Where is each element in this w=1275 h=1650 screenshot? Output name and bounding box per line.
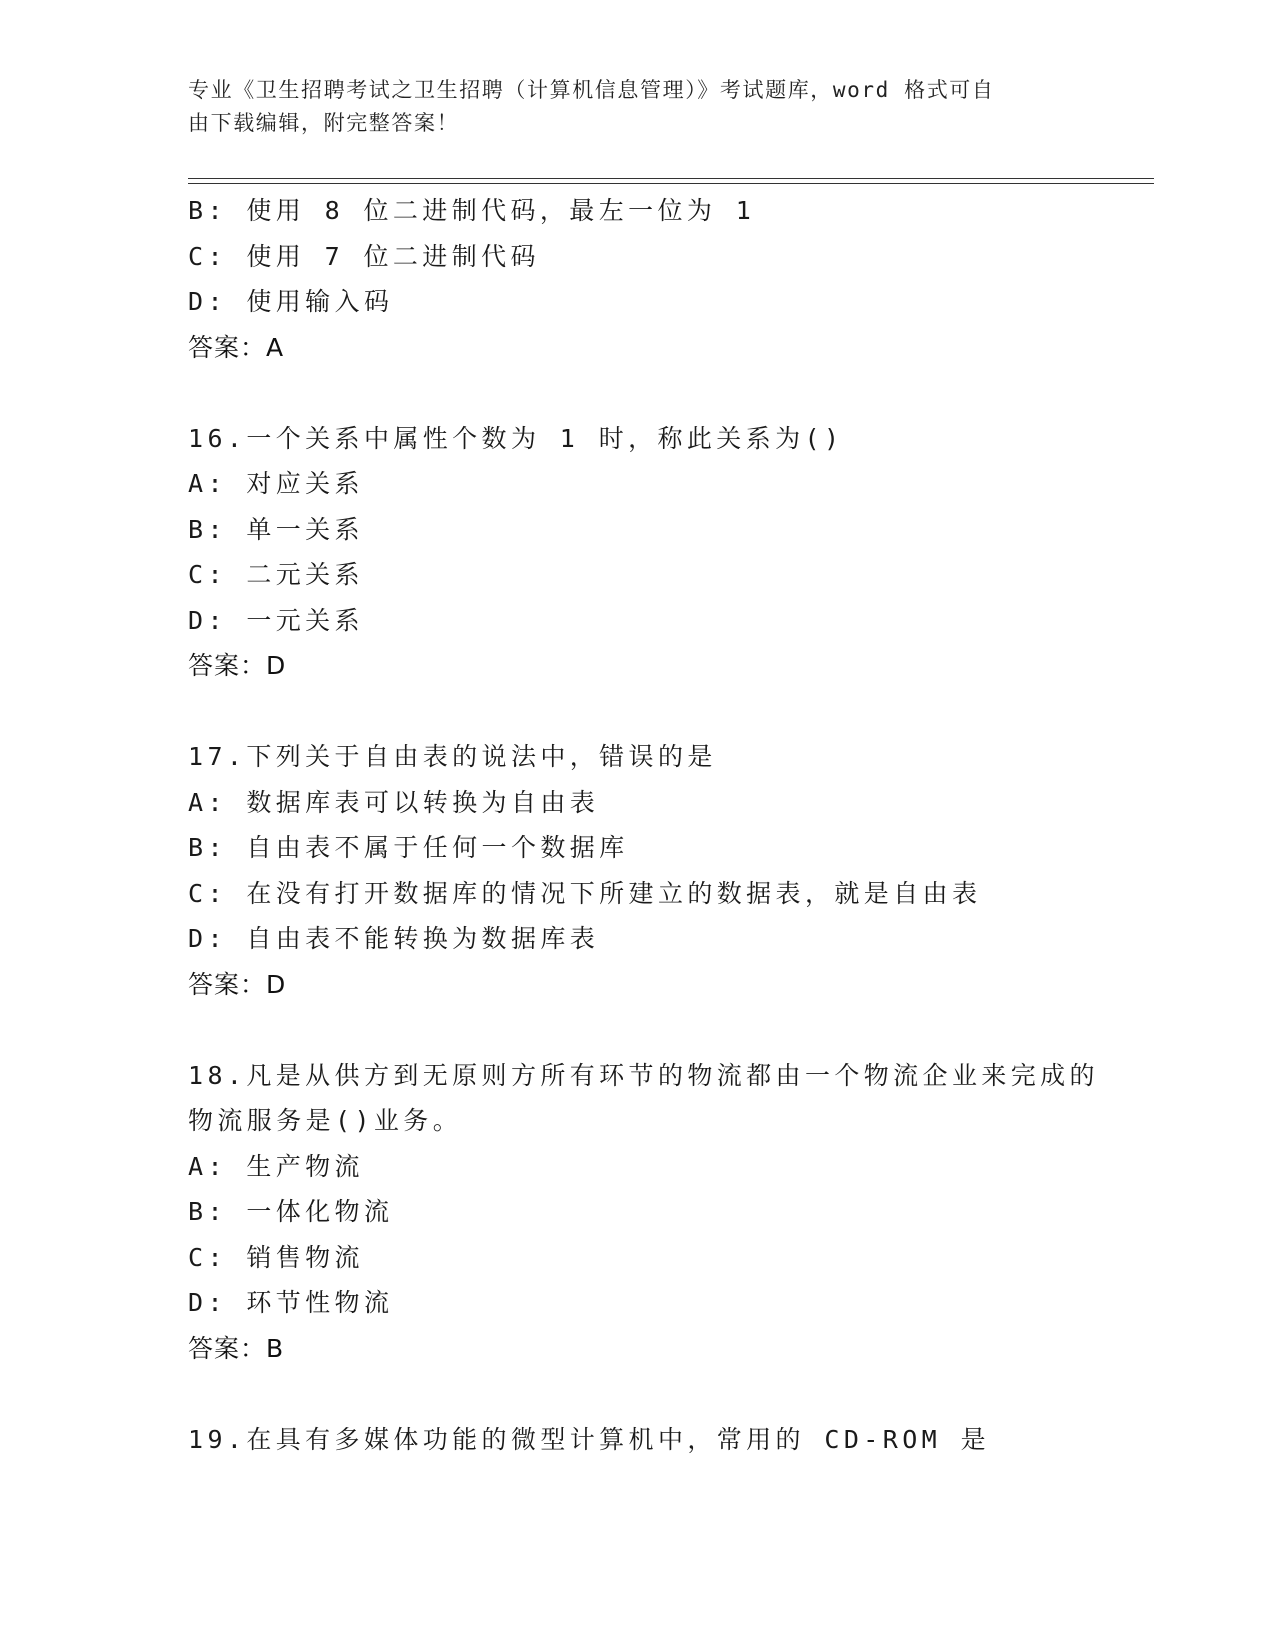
option-d: D: 一元关系 bbox=[188, 605, 364, 635]
answer-line: 答案：A bbox=[188, 332, 285, 362]
option-d: D: 自由表不能转换为数据库表 bbox=[188, 924, 600, 953]
answer-line: 答案：D bbox=[188, 651, 287, 680]
header-rule-bottom bbox=[188, 183, 1154, 184]
question-stem: 19.在具有多媒体功能的微型计算机中，常用的 CD-ROM 是 bbox=[188, 1424, 990, 1454]
question-stem: 16.一个关系中属性个数为 1 时，称此关系为() bbox=[188, 423, 844, 453]
option-b: B: 一体化物流 bbox=[188, 1197, 394, 1226]
header-line-2: 由下载编辑，附完整答案！ bbox=[188, 111, 460, 135]
option-c: C: 销售物流 bbox=[188, 1242, 364, 1272]
spacer bbox=[188, 370, 1088, 416]
option-b: B: 使用 8 位二进制代码，最左一位为 1 bbox=[188, 196, 756, 225]
answer-line: 答案：B bbox=[188, 1333, 285, 1363]
option-d: D: 使用输入码 bbox=[188, 287, 394, 316]
question-18 bbox=[188, 1053, 1099, 1372]
answer-line: 答案：D bbox=[188, 969, 287, 999]
header-rule-top bbox=[188, 178, 1154, 179]
option-b: B: 单一关系 bbox=[188, 514, 364, 544]
document-body bbox=[188, 188, 1099, 1462]
question-15-continued bbox=[188, 188, 1088, 370]
question-stem-line-1: 18.凡是从供方到无原则方所有环节的物流都由一个物流企业来完成的 bbox=[188, 1060, 1099, 1090]
option-c: C: 在没有打开数据库的情况下所建立的数据表，就是自由表 bbox=[188, 878, 982, 908]
question-stem: 17.下列关于自由表的说法中，错误的是 bbox=[188, 742, 717, 771]
spacer bbox=[188, 1007, 1088, 1053]
option-c: C: 二元关系 bbox=[188, 560, 364, 589]
header-line-1: 专业《卫生招聘考试之卫生招聘（计算机信息管理）》考试题库，word 格式可自 bbox=[188, 78, 995, 102]
question-17 bbox=[188, 734, 1088, 1007]
option-b: B: 自由表不属于任何一个数据库 bbox=[188, 833, 629, 862]
option-d: D: 环节性物流 bbox=[188, 1288, 394, 1317]
question-stem-line-2: 物流服务是()业务。 bbox=[188, 1106, 463, 1135]
option-a: A: 生产物流 bbox=[188, 1151, 364, 1181]
option-a: A: 数据库表可以转换为自由表 bbox=[188, 787, 600, 817]
spacer bbox=[188, 689, 1088, 735]
question-16 bbox=[188, 416, 1088, 689]
document-header bbox=[188, 74, 1068, 140]
spacer bbox=[188, 1371, 1088, 1417]
question-19 bbox=[188, 1417, 1088, 1463]
option-a: A: 对应关系 bbox=[188, 469, 364, 498]
option-c: C: 使用 7 位二进制代码 bbox=[188, 241, 540, 271]
